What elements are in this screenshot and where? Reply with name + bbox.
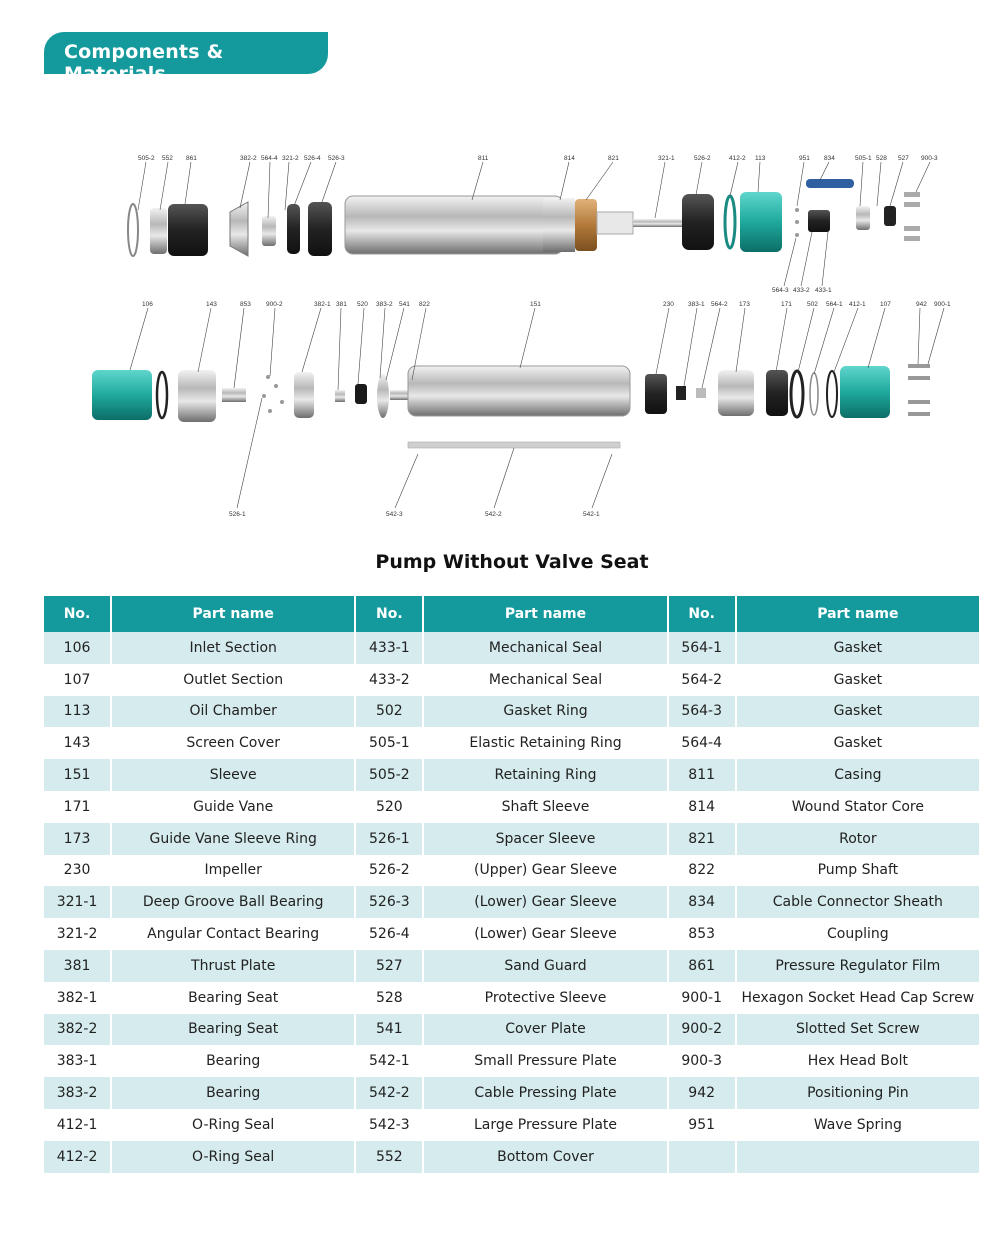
part-853-coupling [222,388,246,402]
part-number-cell: 900-1 [669,982,737,1014]
part-526-4-gear-sleeve [287,204,300,254]
callout-541: 541 [399,301,410,308]
part-number-cell: 526-3 [356,886,424,918]
part-number-cell: 381 [44,950,112,982]
part-505-1-ring [856,206,870,230]
part-number-cell: 834 [669,886,737,918]
part-541-cover-plate [377,374,389,418]
part-number-cell: 822 [669,855,737,887]
callout-900-1: 900-1 [934,301,951,308]
part-171-guide-vane [766,370,788,416]
part-number-cell: 321-2 [44,918,112,950]
part-name-cell: Bearing [112,1077,356,1109]
part-name-cell: Bearing [112,1045,356,1077]
table-row [44,823,979,855]
part-name-cell: (Lower) Gear Sleeve [424,918,668,950]
part-number-cell: 433-2 [356,664,424,696]
col-header-no-2: No. [356,596,424,632]
callout-382-2: 382-2 [240,155,257,162]
part-name-cell: Bearing Seat [112,1014,356,1046]
callout-383-1: 383-1 [688,301,705,308]
table-row [44,632,979,664]
callout-564-4: 564-4 [261,155,278,162]
part-name-cell: Hexagon Socket Head Cap Screw [737,982,979,1014]
part-name-cell: Coupling [737,918,979,950]
part-name-cell: Bottom Cover [424,1141,668,1173]
part-number-cell: 382-2 [44,1014,112,1046]
col-header-no-1: No. [44,596,112,632]
callout-526-3: 526-3 [328,155,345,162]
table-row [44,1077,979,1109]
callout-230: 230 [663,301,674,308]
callout-151: 151 [530,301,541,308]
part-name-cell: Large Pressure Plate [424,1109,668,1141]
part-name-cell: (Lower) Gear Sleeve [424,886,668,918]
part-number-cell: 853 [669,918,737,950]
part-564-2-gasket [696,388,706,398]
part-name-cell: Bearing Seat [112,982,356,1014]
callout-382-1: 382-1 [314,301,331,308]
callout-900-2: 900-2 [266,301,283,308]
part-number-cell: 564-3 [669,696,737,728]
callout-552: 552 [162,155,173,162]
part-number-cell: 821 [669,823,737,855]
callout-143: 143 [206,301,217,308]
table-row [44,696,979,728]
table-row [44,1141,979,1173]
callout-106: 106 [142,301,153,308]
part-900-3-bolts [904,192,920,241]
part-name-cell: Gasket [737,727,979,759]
part-number-cell: 230 [44,855,112,887]
part-number-cell: 542-1 [356,1045,424,1077]
callout-505-2: 505-2 [138,155,155,162]
part-number-cell: 564-1 [669,632,737,664]
callout-520: 520 [357,301,368,308]
part-name-cell: Guide Vane [112,791,356,823]
callout-526-2: 526-2 [694,155,711,162]
part-name-cell: Mechanical Seal [424,664,668,696]
part-106-inlet-section [92,370,152,420]
callout-171: 171 [781,301,792,308]
part-526-2-gear-sleeve [682,194,714,250]
callout-861: 861 [186,155,197,162]
part-number-cell: 113 [44,696,112,728]
callout-527: 527 [898,155,909,162]
part-542-cable-plate [408,442,620,448]
part-name-cell: Elastic Retaining Ring [424,727,668,759]
part-number-cell: 900-2 [669,1014,737,1046]
part-number-cell: 502 [356,696,424,728]
part-811-casing [345,196,563,254]
part-number-cell: 526-4 [356,918,424,950]
part-number-cell: 383-1 [44,1045,112,1077]
col-header-part-name-1: Part name [112,596,356,632]
part-381-thrust-plate [335,390,345,402]
part-143-screen-cover [178,370,216,422]
part-382-1-bearing-seat [294,372,314,418]
callout-811: 811 [478,155,489,162]
part-942-pins [908,364,930,416]
part-number-cell: 382-1 [44,982,112,1014]
parts-table [44,596,979,1173]
part-564-1-gasket [810,373,818,415]
table-row [44,1109,979,1141]
callout-173: 173 [739,301,750,308]
part-name-cell: Gasket [737,696,979,728]
part-number-cell: 526-2 [356,855,424,887]
part-number-cell: 107 [44,664,112,696]
part-number-cell: 520 [356,791,424,823]
part-834-cable-sheath [806,179,854,188]
part-382-2-bearing-seat [230,202,248,256]
callout-381: 381 [336,301,347,308]
part-433-mech-seal [808,210,830,232]
part-name-cell: Small Pressure Plate [424,1045,668,1077]
part-name-cell: Outlet Section [112,664,356,696]
callout-412-2: 412-2 [729,155,746,162]
part-861-film [168,204,208,256]
part-name-cell: Angular Contact Bearing [112,918,356,950]
callout-951: 951 [799,155,810,162]
part-name-cell: Inlet Section [112,632,356,664]
callout-321-1: 321-1 [658,155,675,162]
part-number-cell: 542-2 [356,1077,424,1109]
part-number-cell: 505-2 [356,759,424,791]
part-564-4-gasket [262,216,276,246]
part-name-cell: Gasket [737,664,979,696]
callout-526-4: 526-4 [304,155,321,162]
part-412-1-oring [827,371,837,417]
callout-822: 822 [419,301,430,308]
part-106-oring [157,372,167,418]
callout-113: 113 [755,155,766,162]
part-name-cell: Spacer Sleeve [424,823,668,855]
col-header-part-name-3: Part name [737,596,979,632]
callout-564-3: 564-3 [772,287,789,294]
table-row [44,1014,979,1046]
callout-542-2: 542-2 [485,511,502,518]
part-number-cell: 541 [356,1014,424,1046]
callout-900-3: 900-3 [921,155,938,162]
part-505-2-ring [128,204,138,256]
part-321-1-shaft [633,219,683,227]
table-row [44,886,979,918]
part-name-cell: Pressure Regulator Film [737,950,979,982]
part-name-cell: Rotor [737,823,979,855]
part-number-cell: 321-1 [44,886,112,918]
table-row [44,664,979,696]
callout-526-1: 526-1 [229,511,246,518]
part-name-cell: Sand Guard [424,950,668,982]
part-822-shaft-top [597,212,633,234]
part-107-outlet-section [840,366,890,418]
exploded-parts-diagram [0,140,1000,530]
part-name-cell: O-Ring Seal [112,1109,356,1141]
part-230-impeller [645,374,667,414]
callout-412-1: 412-1 [849,301,866,308]
part-name-cell: Cable Pressing Plate [424,1077,668,1109]
part-number-cell: 505-1 [356,727,424,759]
part-951-wave-spring [795,208,799,237]
part-526-3-gear-sleeve [308,202,332,256]
callout-383-2: 383-2 [376,301,393,308]
callout-321-2: 321-2 [282,155,299,162]
callout-528: 528 [876,155,887,162]
callout-821: 821 [608,155,619,162]
section-header-tab [44,32,328,85]
part-number-cell: 412-1 [44,1109,112,1141]
part-number-cell: 173 [44,823,112,855]
part-name-cell [737,1141,979,1173]
part-name-cell: Wound Stator Core [737,791,979,823]
part-number-cell: 564-4 [669,727,737,759]
part-527-sand-guard [884,206,896,226]
part-number-cell: 552 [356,1141,424,1173]
callout-542-3: 542-3 [386,511,403,518]
part-383-1-bearing [676,386,686,400]
part-name-cell: Oil Chamber [112,696,356,728]
table-row [44,791,979,823]
part-552-bottom-cover [150,208,167,254]
part-814-stator [543,198,575,252]
part-number-cell: 861 [669,950,737,982]
section-title: Components & Materials [64,41,224,85]
part-name-cell: Positioning Pin [737,1077,979,1109]
table-header-row [44,596,979,632]
part-number-cell: 526-1 [356,823,424,855]
part-name-cell: Hex Head Bolt [737,1045,979,1077]
part-173-sleeve-ring [718,370,754,416]
part-113-oil-chamber [740,192,782,252]
part-name-cell: Gasket Ring [424,696,668,728]
part-name-cell: Deep Groove Ball Bearing [112,886,356,918]
part-name-cell: Gasket [737,632,979,664]
table-row [44,950,979,982]
part-412-2-oring [725,196,735,248]
part-name-cell: Cable Connector Sheath [737,886,979,918]
part-383-2-bearing [355,384,367,404]
part-number-cell: 528 [356,982,424,1014]
callout-834: 834 [824,155,835,162]
part-name-cell: Wave Spring [737,1109,979,1141]
callout-942: 942 [916,301,927,308]
callout-564-1: 564-1 [826,301,843,308]
callout-107: 107 [880,301,891,308]
table-row [44,918,979,950]
table-row [44,759,979,791]
table-row [44,727,979,759]
part-name-cell: Guide Vane Sleeve Ring [112,823,356,855]
parts-table-body [44,632,979,1173]
callout-433-1: 433-1 [815,287,832,294]
part-name-cell: Screen Cover [112,727,356,759]
pump-exploded-view-svg [0,140,1000,530]
part-number-cell [669,1141,737,1173]
callout-502: 502 [807,301,818,308]
part-number-cell: 412-2 [44,1141,112,1173]
table-row [44,982,979,1014]
col-header-part-name-2: Part name [424,596,668,632]
part-name-cell: Mechanical Seal [424,632,668,664]
part-number-cell: 143 [44,727,112,759]
part-number-cell: 106 [44,632,112,664]
part-number-cell: 564-2 [669,664,737,696]
part-number-cell: 900-3 [669,1045,737,1077]
part-number-cell: 542-3 [356,1109,424,1141]
table-title: Pump Without Valve Seat [375,551,649,573]
callout-433-2: 433-2 [793,287,810,294]
part-151-sleeve [408,366,630,416]
part-900-2-screws [262,375,284,413]
callout-814: 814 [564,155,575,162]
part-name-cell: Shaft Sleeve [424,791,668,823]
part-number-cell: 942 [669,1077,737,1109]
part-number-cell: 814 [669,791,737,823]
table-row [44,855,979,887]
part-name-cell: Sleeve [112,759,356,791]
callout-564-2: 564-2 [711,301,728,308]
callout-853: 853 [240,301,251,308]
callout-542-1: 542-1 [583,511,600,518]
part-name-cell: Impeller [112,855,356,887]
part-821-rotor [575,199,597,251]
callout-505-1: 505-1 [855,155,872,162]
part-name-cell: Retaining Ring [424,759,668,791]
part-502-gasket-ring [791,371,803,417]
part-name-cell: Protective Sleeve [424,982,668,1014]
part-number-cell: 383-2 [44,1077,112,1109]
table-row [44,1045,979,1077]
part-name-cell: Cover Plate [424,1014,668,1046]
part-name-cell: (Upper) Gear Sleeve [424,855,668,887]
col-header-no-3: No. [669,596,737,632]
part-name-cell: Slotted Set Screw [737,1014,979,1046]
part-name-cell: Thrust Plate [112,950,356,982]
part-name-cell: Casing [737,759,979,791]
part-number-cell: 433-1 [356,632,424,664]
part-number-cell: 811 [669,759,737,791]
part-name-cell: O-Ring Seal [112,1141,356,1173]
part-name-cell: Pump Shaft [737,855,979,887]
part-number-cell: 171 [44,791,112,823]
part-number-cell: 951 [669,1109,737,1141]
part-number-cell: 151 [44,759,112,791]
part-number-cell: 527 [356,950,424,982]
